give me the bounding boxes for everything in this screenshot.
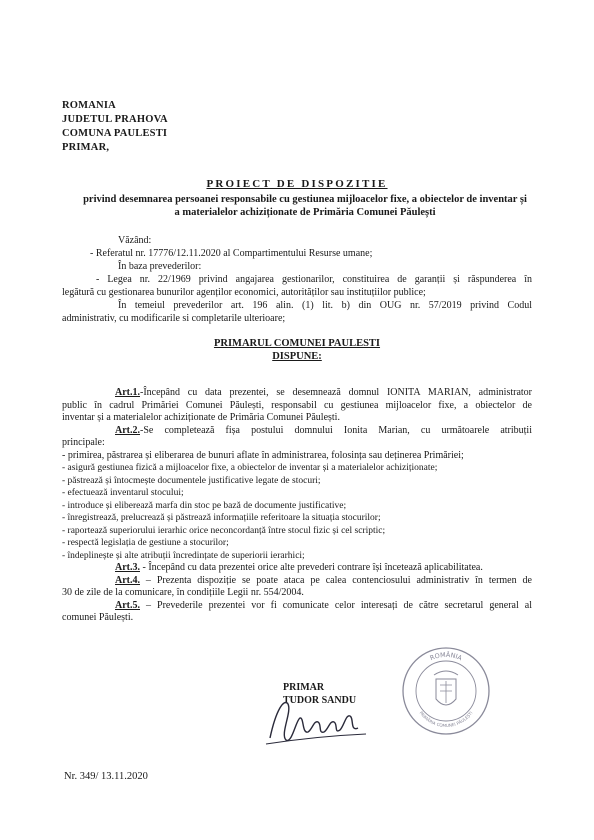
signature-name: TUDOR SANDU [283, 695, 357, 706]
art5-line-1 [62, 600, 532, 613]
duty-item: - îndeplinește și alte atribuții încredințate de superiorii ierarhici; [62, 550, 305, 561]
header-country: ROMANIA [62, 100, 116, 111]
duty-item: - raportează superiorului ierarhic orice neconcordanță între stocul fizic și cel scriptic; [62, 525, 386, 536]
seal-bottom-text: PRIMĂRIA COMUNEI PĂULEȘTI [418, 710, 474, 729]
art5-label: Art.5. [115, 599, 140, 611]
duty-item: - asigură gestiunea fizică a mijloacelor fixe, a obiectelor de inventar și a materialelor achiziționate; [62, 463, 438, 473]
duty-item: - înregistrează, prelucrează și păstrează informațiile referitoare la situația stocurilor; [62, 513, 381, 523]
preamble-referat: - Referatul nr. 17776/12.11.2020 al Compartimentului Resurse umane; [90, 248, 373, 259]
signature-role: PRIMAR [283, 682, 325, 693]
document-header [62, 99, 168, 155]
handwritten-signature [262, 690, 372, 750]
header-office: PRIMAR, [62, 142, 110, 153]
preamble-vazand: Văzând: [118, 235, 152, 246]
preamble-lege-line-1: - Legea nr. 22/1969 privind angajarea gestionarilor, constituirea de garanții și răspunderea în [96, 274, 532, 285]
preamble-temei-line-2: administrativ, cu modificarile si completarile ulterioare; [62, 313, 286, 324]
art5-text-1: – Prevederile prezentei vor fi comunicate celor interesați de către secretarul general al [140, 599, 532, 611]
duty-item: - introduce și eliberează marfa din stoc pe bază de documente justificative; [62, 500, 347, 511]
header-county: JUDETUL PRAHOVA [62, 114, 168, 125]
subtitle-line-2: a materialelor achiziționate de Primăria Comunei Păulești [174, 207, 436, 218]
dispune-heading-line-1: PRIMARUL COMUNEI PAULESTI [213, 338, 381, 349]
art4-line-2: 30 de zile de la comunicare, în condițiile Legii nr. 554/2004. [62, 587, 304, 598]
duty-item: - respectă legislația de gestiune a stocurilor; [62, 538, 229, 548]
art1-line-3: inventar și a materialelor achiziționate de Primăria Comunei Păulești. [62, 412, 340, 423]
art1-text-1: -Începând cu data prezentei, se desemnează domnul IONITA MARIAN, administrator [140, 387, 532, 398]
art5-line-2: comunei Păulești. [62, 612, 134, 623]
document-title: PROIECT DE DISPOZITIE [206, 178, 388, 190]
header-commune: COMUNA PAULESTI [62, 128, 168, 139]
document-subtitle [70, 193, 540, 219]
art3-line-1 [62, 562, 532, 575]
art4-line-1 [62, 575, 532, 588]
subtitle-line-1: privind desemnarea persoanei responsabile cu gestiunea mijloacelor fixe, a obiectelor de inventar și [83, 194, 527, 205]
dispune-heading-line-2: DISPUNE: [272, 351, 322, 362]
preamble-in-baza: În baza prevederilor: [118, 261, 202, 272]
articles-section [62, 387, 532, 625]
art2-label: Art.2. [115, 424, 140, 436]
preamble-lege-line-2: legătură cu gestionarea bunurilor agenților economici, autorităților sau instituțiilor publice; [62, 287, 426, 298]
art1-label: Art.1. [115, 387, 140, 398]
art2-line-1 [62, 425, 532, 438]
art4-text-1: – Prezenta dispoziție se poate ataca pe calea contenciosului administrativ în termen de [140, 574, 532, 586]
art2-line-2: principale: [62, 437, 105, 448]
art3-text-1: - Începând cu data prezentei orice alte prevederi contrare își încetează aplicabilitatea. [140, 562, 483, 573]
official-seal [400, 645, 492, 737]
reference-number: Nr. 349/ 13.11.2020 [64, 771, 148, 782]
duty-item: - păstrează și întocmește documentele justificative legate de stocuri; [62, 475, 321, 486]
art1-line-2: public în cadrul Primăriei Comunei Păulești, responsabil cu gestiunea mijloacelor fixe, a obiectelor de [62, 399, 532, 411]
preamble-temei-line-1: În temeiul prevederilor art. 196 alin. (1) lit. b) din OUG nr. 57/2019 privind Codul [118, 300, 532, 311]
art1-line-1 [62, 387, 532, 400]
seal-top-text: ROMÂNIA [428, 650, 464, 663]
art4-label: Art.4. [115, 574, 140, 586]
art2-text-1: -Se completează fișa postului domnului Ionita Marian, cu următoarele atribuții [140, 424, 532, 436]
duty-item: - efectuează inventarul stocului; [62, 488, 184, 498]
art3-label: Art.3. [115, 562, 140, 573]
duty-item: - primirea, păstrarea și eliberarea de bunuri aflate în administrarea, folosința sau deținerea Primăriei; [62, 449, 464, 461]
